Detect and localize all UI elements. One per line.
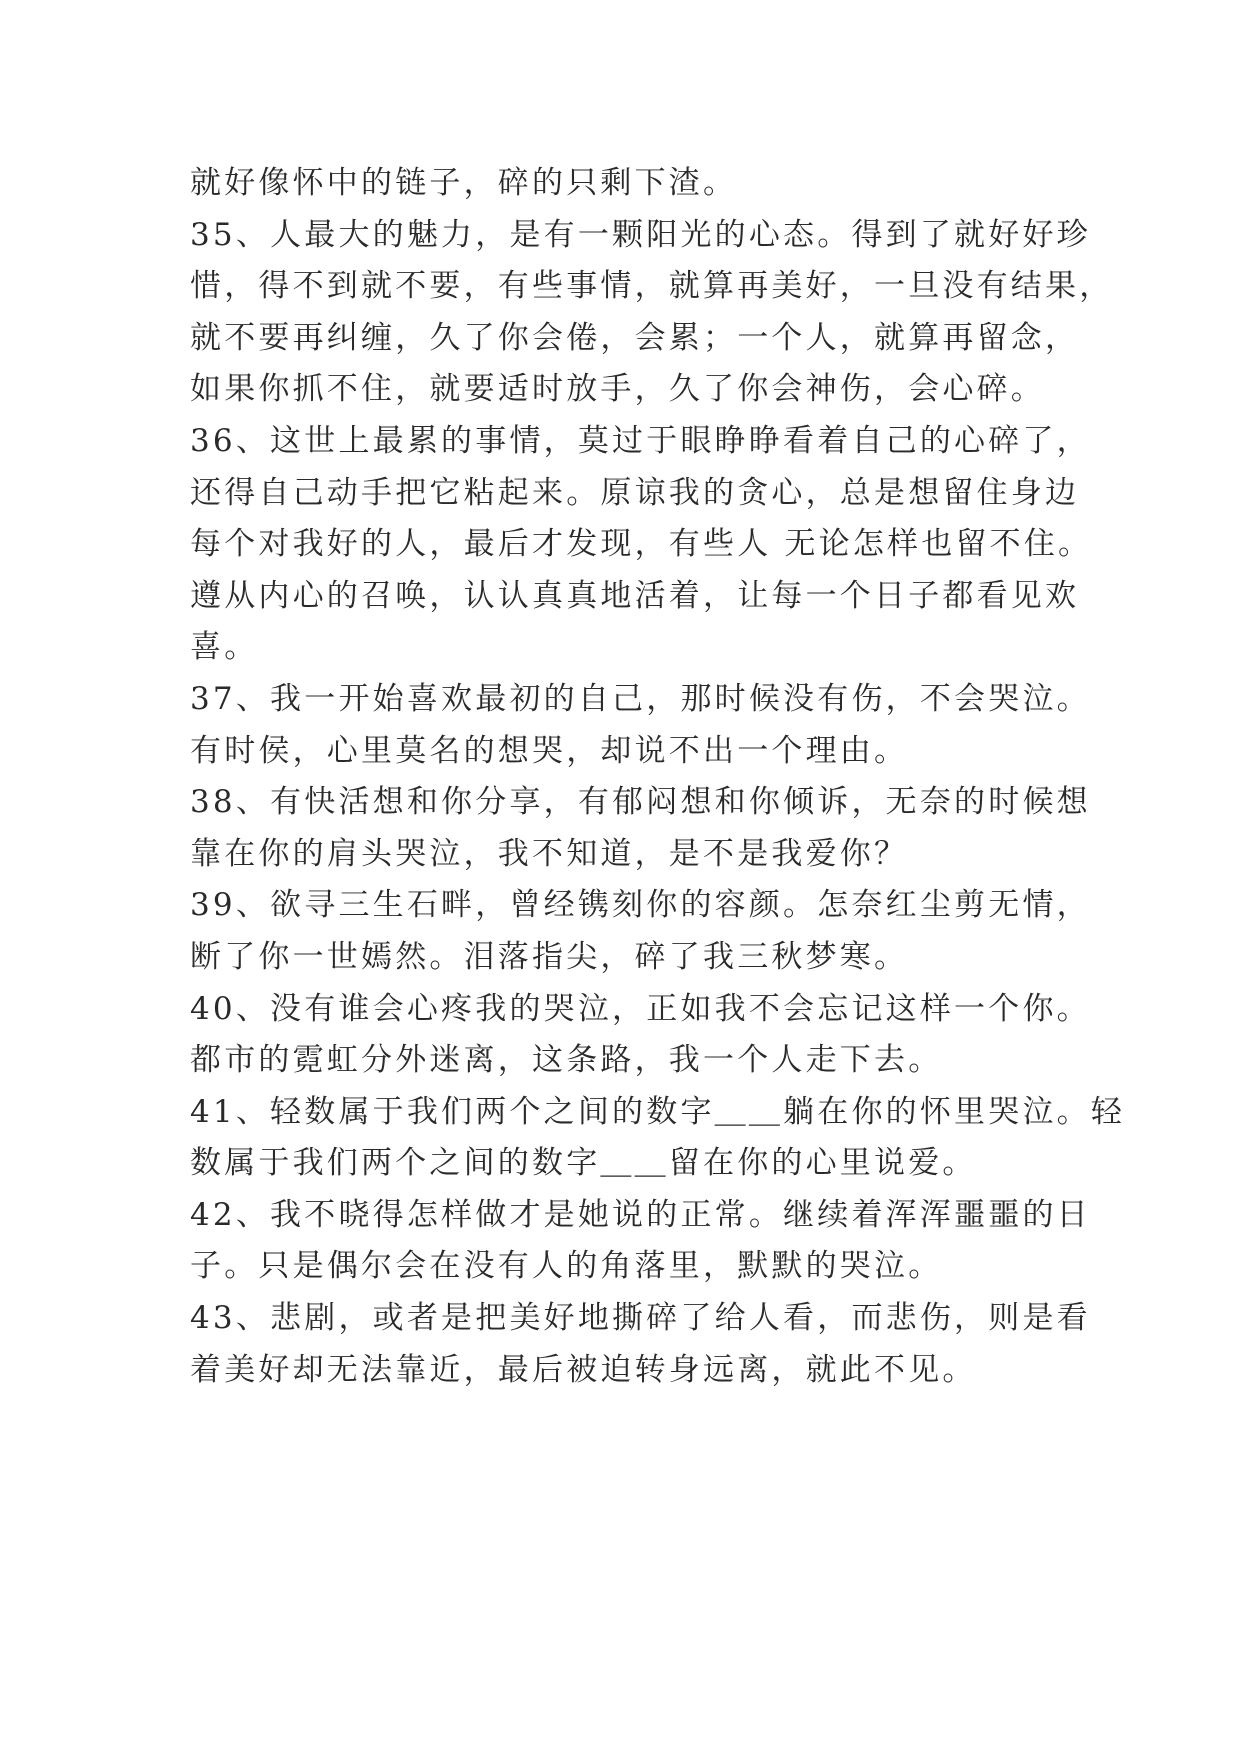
text-line: 35、人最大的魅力，是有一颗阳光的心态。得到了就好好珍: [190, 216, 1091, 253]
text-line: 40、没有谁会心疼我的哭泣，正如我不会忘记这样一个你。: [190, 990, 1091, 1027]
text-line: 喜。: [190, 629, 259, 666]
text-line: 都市的霓虹分外迷离，这条路，我一个人走下去。: [190, 1042, 943, 1079]
text-line: 靠在你的肩头哭泣，我不知道，是不是我爱你？: [190, 835, 909, 872]
text-line: 37、我一开始喜欢最初的自己，那时候没有伤，不会哭泣。: [190, 680, 1091, 717]
text-line: 遵从内心的召唤，认认真真地活着，让每一个日子都看见欢: [190, 577, 1080, 614]
text-line: 还得自己动手把它粘起来。原谅我的贪心，总是想留住身边: [190, 474, 1080, 511]
document-body: [190, 158, 1126, 1396]
text-line: 断了你一世嫣然。泪落指尖，碎了我三秋梦寒。: [190, 938, 909, 975]
text-line: 就好像怀中的链子，碎的只剩下渣。: [190, 165, 738, 201]
text-line: 43、悲剧，或者是把美好地撕碎了给人看，而悲伤，则是看: [190, 1300, 1091, 1337]
text-line: 36、这世上最累的事情，莫过于眼睁睁看着自己的心碎了，: [190, 422, 1091, 459]
text-line: 数属于我们两个之间的数字＿＿留在你的心里说爱。: [190, 1145, 977, 1182]
text-line: 38、有快活想和你分享，有郁闷想和你倾诉，无奈的时候想: [190, 784, 1091, 821]
text-line: 如果你抓不住，就要适时放手，久了你会神伤，会心碎。: [190, 371, 1045, 408]
text-line: 有时侯，心里莫名的想哭，却说不出一个理由。: [190, 732, 909, 769]
text-line: 惜，得不到就不要，有些事情，就算再美好，一旦没有结果，: [190, 268, 1114, 305]
text-line: 41、轻数属于我们两个之间的数字＿＿躺在你的怀里哭泣。轻: [190, 1093, 1126, 1130]
text-line: 42、我不晓得怎样做才是她说的正常。继续着浑浑噩噩的日: [190, 1196, 1091, 1233]
text-line: 就不要再纠缠，久了你会倦，会累；一个人，就算再留念，: [190, 319, 1080, 356]
text-line: 每个对我好的人，最后才发现，有些人 无论怎样也留不住。: [190, 526, 1093, 563]
text-line: 子。只是偶尔会在没有人的角落里，默默的哭泣。: [190, 1248, 943, 1285]
text-line: 39、欲寻三生石畔，曾经镌刻你的容颜。怎奈红尘剪无情，: [190, 887, 1091, 924]
text-line: 着美好却无法靠近，最后被迫转身远离，就此不见。: [190, 1351, 977, 1388]
